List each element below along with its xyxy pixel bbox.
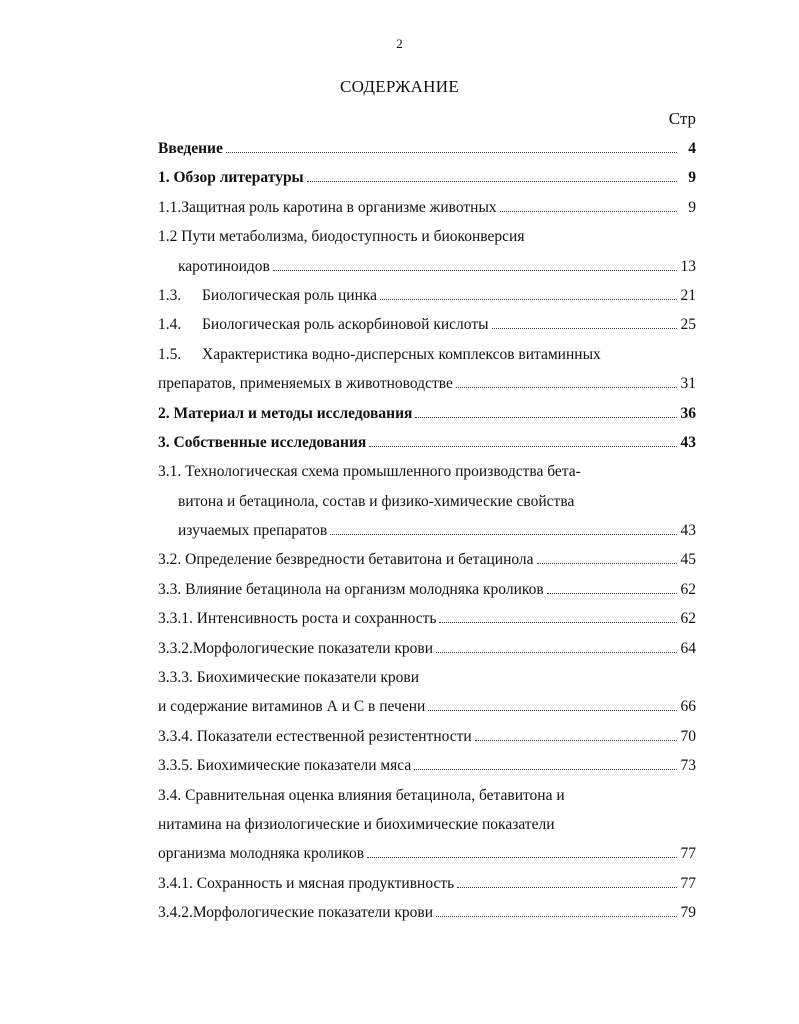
toc-entry-page: 31 xyxy=(680,375,696,393)
toc-entry-page: 77 xyxy=(680,845,696,863)
toc-entry[interactable] xyxy=(158,698,696,727)
toc-entry-title: 3.3.2.Морфологические показатели крови xyxy=(158,639,434,657)
toc-entry-title: 3. Собственные исследования xyxy=(158,433,367,451)
toc-entry[interactable] xyxy=(158,610,696,639)
toc-entry-title: 3.4.2.Морфологические показатели крови xyxy=(158,904,434,922)
toc-entry[interactable] xyxy=(158,522,696,551)
leader-dots xyxy=(456,387,677,388)
leader-dots xyxy=(369,446,677,447)
toc-entry-title: Биологическая роль цинка xyxy=(202,286,378,304)
toc-entry-title: Характеристика водно-дисперсных комплексов витаминных xyxy=(202,345,601,363)
leader-dots xyxy=(330,534,677,535)
page-number: 2 xyxy=(396,36,403,51)
toc-entry[interactable] xyxy=(158,757,696,786)
toc-entry-title: 3.3.5. Биохимические показатели мяса xyxy=(158,757,412,775)
toc-entry-title: 1.2 Пути метаболизма, биодоступность и биоконверсия xyxy=(158,228,525,246)
toc-entry-title: 3.3. Влияние бетацинола на организм молодняка кроликов xyxy=(158,580,544,598)
table-of-contents xyxy=(158,140,696,934)
toc-entry-title: Биологическая роль аскорбиновой кислоты xyxy=(202,316,489,334)
toc-entry-title: 3.3.1. Интенсивность роста и сохранность xyxy=(158,610,437,628)
toc-entry-title: 2. Материал и методы исследования xyxy=(158,404,413,422)
toc-entry-page: 66 xyxy=(680,698,696,716)
toc-entry[interactable] xyxy=(158,787,696,816)
toc-entry-page: 73 xyxy=(680,757,696,775)
toc-entry-page: 9 xyxy=(688,169,696,187)
leader-dots xyxy=(475,740,677,741)
toc-entry-title: препаратов, применяемых в животноводстве xyxy=(158,375,453,393)
toc-entry-title: каротиноидов xyxy=(178,257,270,275)
toc-entry-title: организма молодняка кроликов xyxy=(158,845,365,863)
leader-dots xyxy=(547,593,677,594)
toc-entry-page: 43 xyxy=(680,522,696,540)
toc-entry-page: 9 xyxy=(688,198,696,216)
toc-entry[interactable] xyxy=(158,904,696,933)
toc-entry[interactable] xyxy=(158,405,696,434)
toc-entry-number: 1.3. xyxy=(158,286,182,304)
toc-entry-number: 1.4. xyxy=(158,316,182,334)
toc-entry[interactable] xyxy=(158,463,696,492)
toc-entry-page: 21 xyxy=(680,286,696,304)
leader-dots xyxy=(380,299,677,300)
leader-dots xyxy=(492,328,677,329)
leader-dots xyxy=(439,622,677,623)
toc-entry[interactable] xyxy=(158,375,696,404)
toc-entry-page: 13 xyxy=(680,257,696,275)
toc-entry-title: 3.1. Технологическая схема промышленного производства бета- xyxy=(158,463,581,481)
toc-entry-page: 4 xyxy=(688,140,696,157)
leader-dots xyxy=(428,710,677,711)
toc-entry[interactable] xyxy=(158,551,696,580)
toc-entry[interactable] xyxy=(158,258,696,287)
toc-entry-title: 3.3.4. Показатели естественной резистентности xyxy=(158,727,472,745)
toc-entry-title: витона и бетацинола, состав и физико-химические свойства xyxy=(178,492,575,510)
toc-entry[interactable] xyxy=(158,346,696,375)
toc-entry-title: и содержание витаминов А и С в печени xyxy=(158,698,426,716)
leader-dots xyxy=(436,652,677,653)
toc-entry-number: 1.5. xyxy=(158,345,182,363)
toc-entry-title: изучаемых препаратов xyxy=(178,522,328,540)
toc-entry[interactable] xyxy=(158,316,696,345)
toc-entry-title: 1.1.Защитная роль каротина в организме животных xyxy=(158,198,497,216)
leader-dots xyxy=(273,270,677,271)
toc-entry-title: 3.4. Сравнительная оценка влияния бетацинола, бетавитона и xyxy=(158,786,565,804)
toc-entry-title: 1. Обзор литературы xyxy=(158,169,304,187)
toc-entry-page: 45 xyxy=(680,551,696,569)
toc-entry-page: 36 xyxy=(680,404,696,422)
page-title: СОДЕРЖАНИЕ xyxy=(339,77,460,96)
leader-dots xyxy=(367,857,677,858)
toc-entry[interactable] xyxy=(158,581,696,610)
leader-dots xyxy=(537,563,677,564)
leader-dots xyxy=(436,916,677,917)
toc-entry[interactable] xyxy=(158,640,696,669)
toc-entry-page: 62 xyxy=(680,580,696,598)
toc-entry[interactable] xyxy=(158,140,696,169)
toc-entry-page: 25 xyxy=(680,316,696,334)
page-column-header: Стр xyxy=(668,109,696,128)
toc-entry[interactable] xyxy=(158,199,696,228)
leader-dots xyxy=(226,152,677,153)
leader-dots xyxy=(307,181,677,182)
toc-entry[interactable] xyxy=(158,816,696,845)
toc-entry-title: нитамина на физиологические и биохимические показатели xyxy=(158,815,555,833)
toc-entry[interactable] xyxy=(158,669,696,698)
toc-entry[interactable] xyxy=(158,845,696,874)
toc-entry-page: 62 xyxy=(680,610,696,628)
toc-entry-title: 3.2. Определение безвредности бетавитона и бетацинола xyxy=(158,551,534,569)
toc-entry[interactable] xyxy=(158,728,696,757)
toc-entry[interactable] xyxy=(158,287,696,316)
toc-entry[interactable] xyxy=(158,875,696,904)
toc-entry-page: 64 xyxy=(680,639,696,657)
toc-entry-page: 77 xyxy=(680,874,696,892)
toc-entry-title: Введение xyxy=(158,140,223,157)
leader-dots xyxy=(414,769,677,770)
toc-entry-page: 79 xyxy=(680,904,696,922)
toc-entry[interactable] xyxy=(158,228,696,257)
toc-entry[interactable] xyxy=(158,434,696,463)
toc-entry-title: 3.3.3. Биохимические показатели крови xyxy=(158,669,420,687)
toc-entry[interactable] xyxy=(158,169,696,198)
toc-entry[interactable] xyxy=(158,493,696,522)
toc-entry-title: 3.4.1. Сохранность и мясная продуктивность xyxy=(158,874,455,892)
toc-entry-page: 43 xyxy=(680,433,696,451)
leader-dots xyxy=(500,211,677,212)
leader-dots xyxy=(457,887,677,888)
leader-dots xyxy=(415,417,677,418)
toc-entry-page: 70 xyxy=(680,727,696,745)
